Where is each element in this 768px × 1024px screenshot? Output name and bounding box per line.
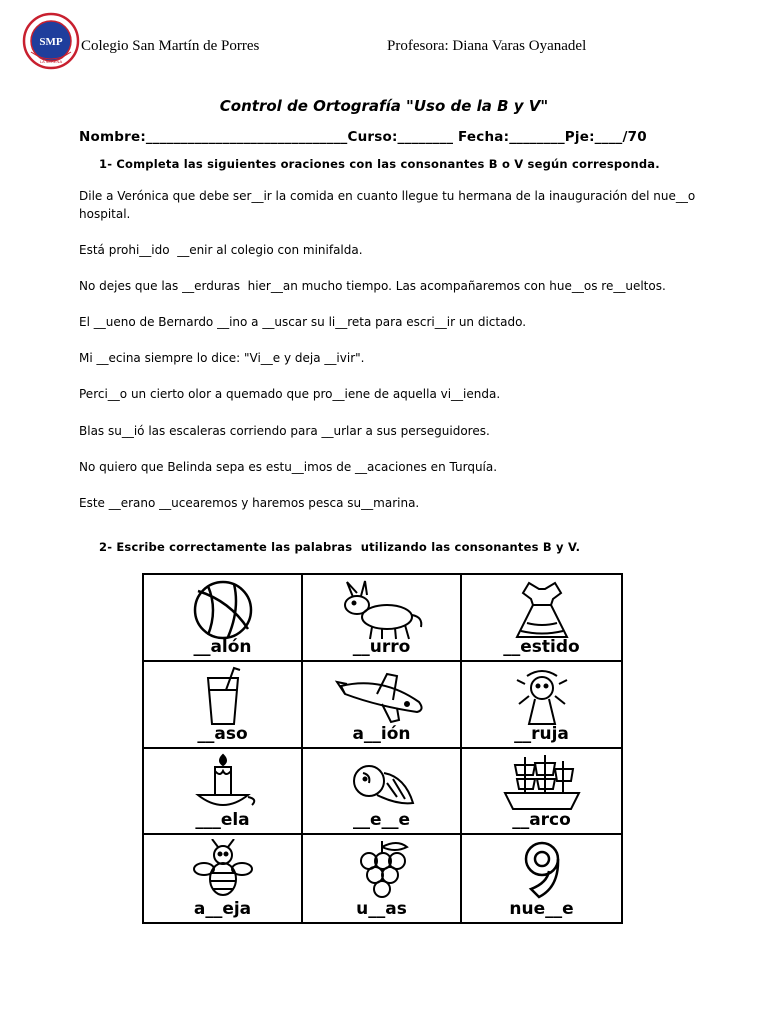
dress-icon — [487, 579, 597, 641]
grid-cell — [462, 749, 621, 836]
grid-cell — [303, 575, 462, 662]
logo-ring-bottom: LA SERENA — [39, 59, 63, 64]
sentence: Este __erano __ucearemos y haremos pesca su__marina. — [79, 496, 420, 510]
fill-in-word: __alón — [193, 636, 252, 657]
fill-in-word: __estido — [503, 636, 580, 657]
fill-in-word: a__eja — [193, 899, 252, 919]
grid-cell — [144, 662, 303, 749]
fill-in-word: __arco — [512, 810, 571, 831]
teacher-name: Profesora: Diana Varas Oyanadel — [387, 38, 587, 54]
donkey-icon — [327, 579, 437, 641]
sentence: El __ueno de Bernardo __ino a __uscar su li__reta para escri__ir un dictado. — [79, 315, 527, 329]
fill-in-word: a__ión — [352, 723, 411, 744]
sentence: Está prohi__ido __enir al colegio con minifalda. — [79, 243, 363, 257]
ball-icon — [168, 579, 278, 641]
fill-in-word: __urro — [352, 636, 411, 657]
grid-cell — [462, 835, 621, 922]
grid-cell — [144, 835, 303, 922]
grid-cell — [303, 662, 462, 749]
student-info-line: Nombre:_____________________________Curso:________ Fecha:________Pje:____/70 — [79, 129, 647, 145]
bee-icon — [168, 839, 278, 901]
grid-cell — [144, 575, 303, 662]
sentence: Mi __ecina siempre lo dice: "Vi__e y deja __ivir". — [79, 351, 365, 365]
ship-icon — [487, 753, 597, 815]
grid-cell — [462, 662, 621, 749]
picture-word-grid — [142, 573, 623, 924]
section2-heading: 2- Escribe correctamente las palabras utilizando las consonantes B y V. — [99, 540, 581, 554]
glass-icon — [168, 666, 278, 728]
sentence: Dile a Verónica que debe ser__ir la comida en cuanto llegue tu hermana de la inauguración del nue__o hospital. — [79, 189, 700, 221]
grid-cell — [462, 575, 621, 662]
grid-cell — [303, 749, 462, 836]
airplane-icon — [327, 666, 437, 728]
grapes-icon — [327, 839, 437, 901]
grid-cell — [144, 749, 303, 836]
number-nine-icon — [487, 839, 597, 901]
fill-in-word: __e__e — [352, 810, 411, 831]
fill-in-word: nue__e — [509, 899, 574, 919]
worksheet-title: Control de Ortografía "Uso de la B y V" — [219, 97, 549, 115]
snail-icon — [327, 753, 437, 815]
logo-text: SMP — [39, 36, 63, 48]
fill-in-word: ___ela — [195, 810, 250, 831]
fill-in-word: __ruja — [514, 723, 569, 744]
sentence: Blas su__ió las escaleras corriendo para __urlar a sus perseguidores. — [79, 424, 490, 438]
sentence: No dejes que las __erduras hier__an mucho tiempo. Las acompañaremos con hue__os re__ueltos. — [79, 279, 666, 293]
sentence: Perci__o un cierto olor a quemado que pro__iene de aquella vi__ienda. — [79, 387, 501, 401]
grid-cell — [303, 835, 462, 922]
witch-icon — [487, 666, 597, 728]
fill-in-word: u__as — [356, 899, 407, 919]
section1-heading: 1- Completa las siguientes oraciones con las consonantes B o V según corresponda. — [99, 157, 660, 171]
sentence: No quiero que Belinda sepa es estu__imos de __acaciones en Turquía. — [79, 460, 498, 474]
candle-icon — [168, 753, 278, 815]
school-logo — [22, 12, 80, 70]
fill-in-word: __aso — [197, 723, 248, 744]
school-name: Colegio San Martín de Porres — [81, 38, 260, 54]
